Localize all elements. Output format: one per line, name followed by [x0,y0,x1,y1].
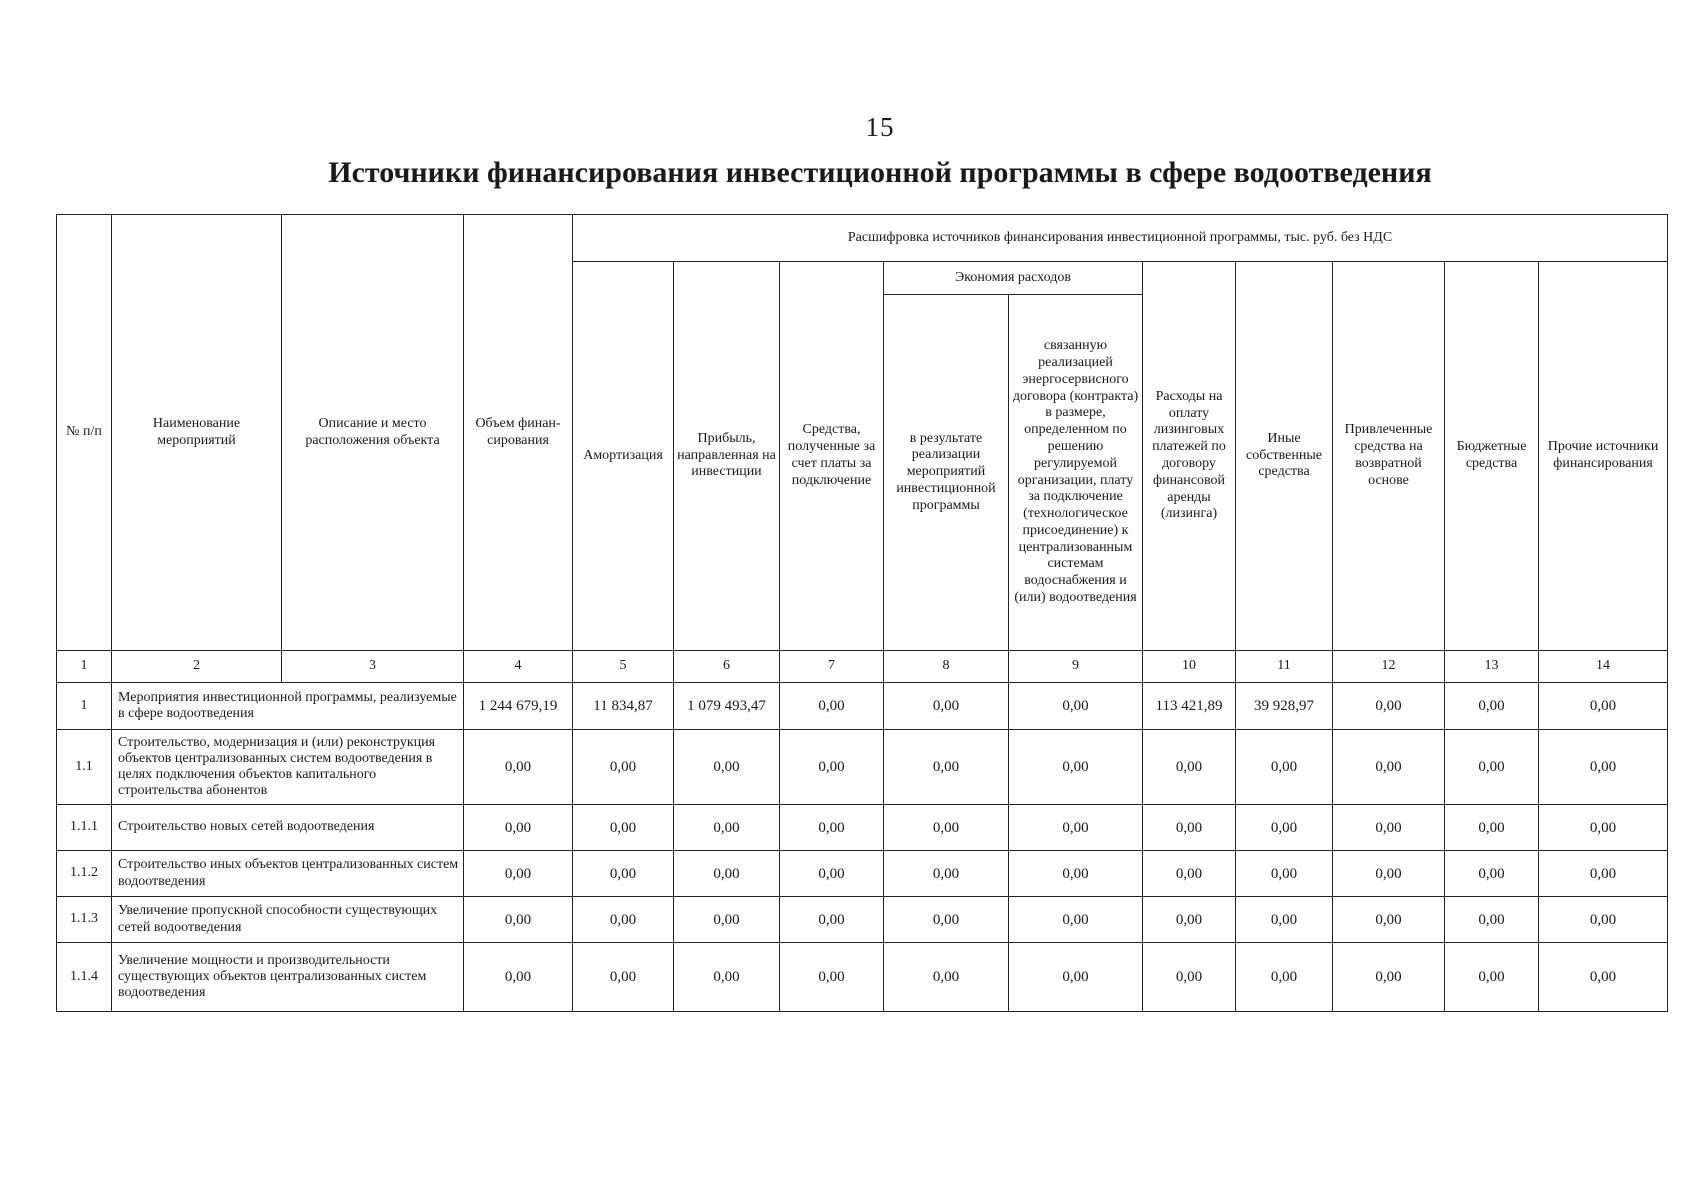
row-name: Строительство иных объектов централизованных систем водоотведения [112,851,464,897]
column-number: 12 [1333,651,1445,683]
column-number: 6 [674,651,780,683]
header-description: Описание и место расположения объекта [282,215,464,651]
column-number: 9 [1009,651,1143,683]
column-number: 3 [282,651,464,683]
value-cell: 0,00 [884,805,1009,851]
value-cell: 0,00 [1333,851,1445,897]
value-cell: 113 421,89 [1143,683,1236,730]
value-cell: 0,00 [573,805,674,851]
column-number: 14 [1539,651,1668,683]
value-cell: 0,00 [1445,805,1539,851]
value-cell: 0,00 [1236,730,1333,805]
value-cell: 0,00 [464,805,573,851]
value-cell: 1 244 679,19 [464,683,573,730]
value-cell: 0,00 [1445,730,1539,805]
column-number: 8 [884,651,1009,683]
value-cell: 0,00 [1539,805,1668,851]
row-name: Увеличение мощности и производительности существующих объектов централизованных систем водоотведения [112,943,464,1012]
value-cell: 0,00 [1143,805,1236,851]
value-cell: 0,00 [1539,730,1668,805]
value-cell: 0,00 [1009,851,1143,897]
value-cell: 0,00 [1236,943,1333,1012]
row-number: 1.1 [57,730,112,805]
table-row [57,943,1668,1012]
value-cell: 0,00 [1445,943,1539,1012]
value-cell: 0,00 [674,851,780,897]
value-cell: 0,00 [464,851,573,897]
value-cell: 0,00 [884,730,1009,805]
value-cell: 0,00 [674,943,780,1012]
column-number: 2 [112,651,282,683]
value-cell: 0,00 [1143,897,1236,943]
value-cell: 0,00 [674,805,780,851]
page-title: Источники финансирования инвестиционной программы в сфере водоотведения [328,156,1432,189]
value-cell: 0,00 [1009,897,1143,943]
table-row [57,851,1668,897]
value-cell: 0,00 [1333,897,1445,943]
value-cell: 0,00 [1009,730,1143,805]
value-cell: 0,00 [1445,897,1539,943]
value-cell: 0,00 [780,683,884,730]
value-cell: 0,00 [1445,851,1539,897]
header-savings: Экономия расходов [884,262,1143,295]
header-savings-program: в результате реализации мероприятий инвестиционной программы [884,295,1009,651]
table-row [57,805,1668,851]
row-name: Увеличение пропускной способности существующих сетей водоотведения [112,897,464,943]
value-cell: 0,00 [1539,943,1668,1012]
header-connection-funds: Средства, полученные за счет платы за подключение [780,262,884,651]
value-cell: 0,00 [1009,943,1143,1012]
value-cell: 0,00 [573,943,674,1012]
value-cell: 0,00 [1333,943,1445,1012]
row-number: 1.1.1 [57,805,112,851]
value-cell: 0,00 [884,683,1009,730]
header-no: № п/п [57,215,112,651]
header-profit: Прибыль, направленная на инвестиции [674,262,780,651]
value-cell: 0,00 [674,730,780,805]
value-cell: 39 928,97 [1236,683,1333,730]
value-cell: 0,00 [1009,683,1143,730]
value-cell: 0,00 [1445,683,1539,730]
value-cell: 0,00 [780,943,884,1012]
value-cell: 0,00 [464,897,573,943]
row-number: 1.1.3 [57,897,112,943]
column-number: 13 [1445,651,1539,683]
value-cell: 1 079 493,47 [674,683,780,730]
header-savings-energy: связанную реализацией энергосервисного договора (контракта) в размере, определенном по решению регулируемой организации, плату за подключение (технологическое присоединение) к централизованным системам водоснабжения и (или) водоотведения [1009,295,1143,651]
header-name: Наименование мероприятий [112,215,282,651]
value-cell: 0,00 [464,730,573,805]
value-cell: 0,00 [464,943,573,1012]
column-number: 5 [573,651,674,683]
value-cell: 0,00 [1236,805,1333,851]
value-cell: 0,00 [780,730,884,805]
table-row [57,897,1668,943]
header-borrowed: Привлеченные средства на возвратной основе [1333,262,1445,651]
value-cell: 11 834,87 [573,683,674,730]
header-amortization: Амортизация [573,262,674,651]
table-row [57,730,1668,805]
value-cell: 0,00 [884,943,1009,1012]
header-breakdown: Расшифровка источников финансирования инвестиционной программы, тыс. руб. без НДС [573,215,1668,262]
value-cell: 0,00 [1333,730,1445,805]
value-cell: 0,00 [884,851,1009,897]
row-number: 1 [57,683,112,730]
value-cell: 0,00 [884,897,1009,943]
value-cell: 0,00 [1143,943,1236,1012]
row-number: 1.1.4 [57,943,112,1012]
value-cell: 0,00 [573,897,674,943]
value-cell: 0,00 [573,851,674,897]
value-cell: 0,00 [1333,805,1445,851]
value-cell: 0,00 [1009,805,1143,851]
row-name: Строительство новых сетей водоотведения [112,805,464,851]
header-budget: Бюджетные средства [1445,262,1539,651]
header-own-funds: Иные собственные средства [1236,262,1333,651]
header-other: Прочие источники финансирования [1539,262,1668,651]
value-cell: 0,00 [780,805,884,851]
row-name: Мероприятия инвестиционной программы, реализуемые в сфере водоотведения [112,683,464,730]
value-cell: 0,00 [1539,897,1668,943]
financing-table [56,214,1668,1012]
value-cell: 0,00 [1143,730,1236,805]
table-row [57,683,1668,730]
row-number: 1.1.2 [57,851,112,897]
value-cell: 0,00 [573,730,674,805]
value-cell: 0,00 [1236,897,1333,943]
column-number: 11 [1236,651,1333,683]
page-number: 15 [865,112,895,142]
column-number: 7 [780,651,884,683]
header-volume: Объем финан-сирования [464,215,573,651]
value-cell: 0,00 [1143,851,1236,897]
value-cell: 0,00 [780,897,884,943]
value-cell: 0,00 [1236,851,1333,897]
column-number: 1 [57,651,112,683]
value-cell: 0,00 [674,897,780,943]
column-number: 10 [1143,651,1236,683]
header-leasing: Расходы на оплату лизинговых платежей по договору финансовой аренды (лизинга) [1143,262,1236,651]
row-name: Строительство, модернизация и (или) реконструкция объектов централизованных систем водоотведения в целях подключения объектов капитального строительства абонентов [112,730,464,805]
column-number: 4 [464,651,573,683]
value-cell: 0,00 [1333,683,1445,730]
value-cell: 0,00 [780,851,884,897]
value-cell: 0,00 [1539,683,1668,730]
value-cell: 0,00 [1539,851,1668,897]
